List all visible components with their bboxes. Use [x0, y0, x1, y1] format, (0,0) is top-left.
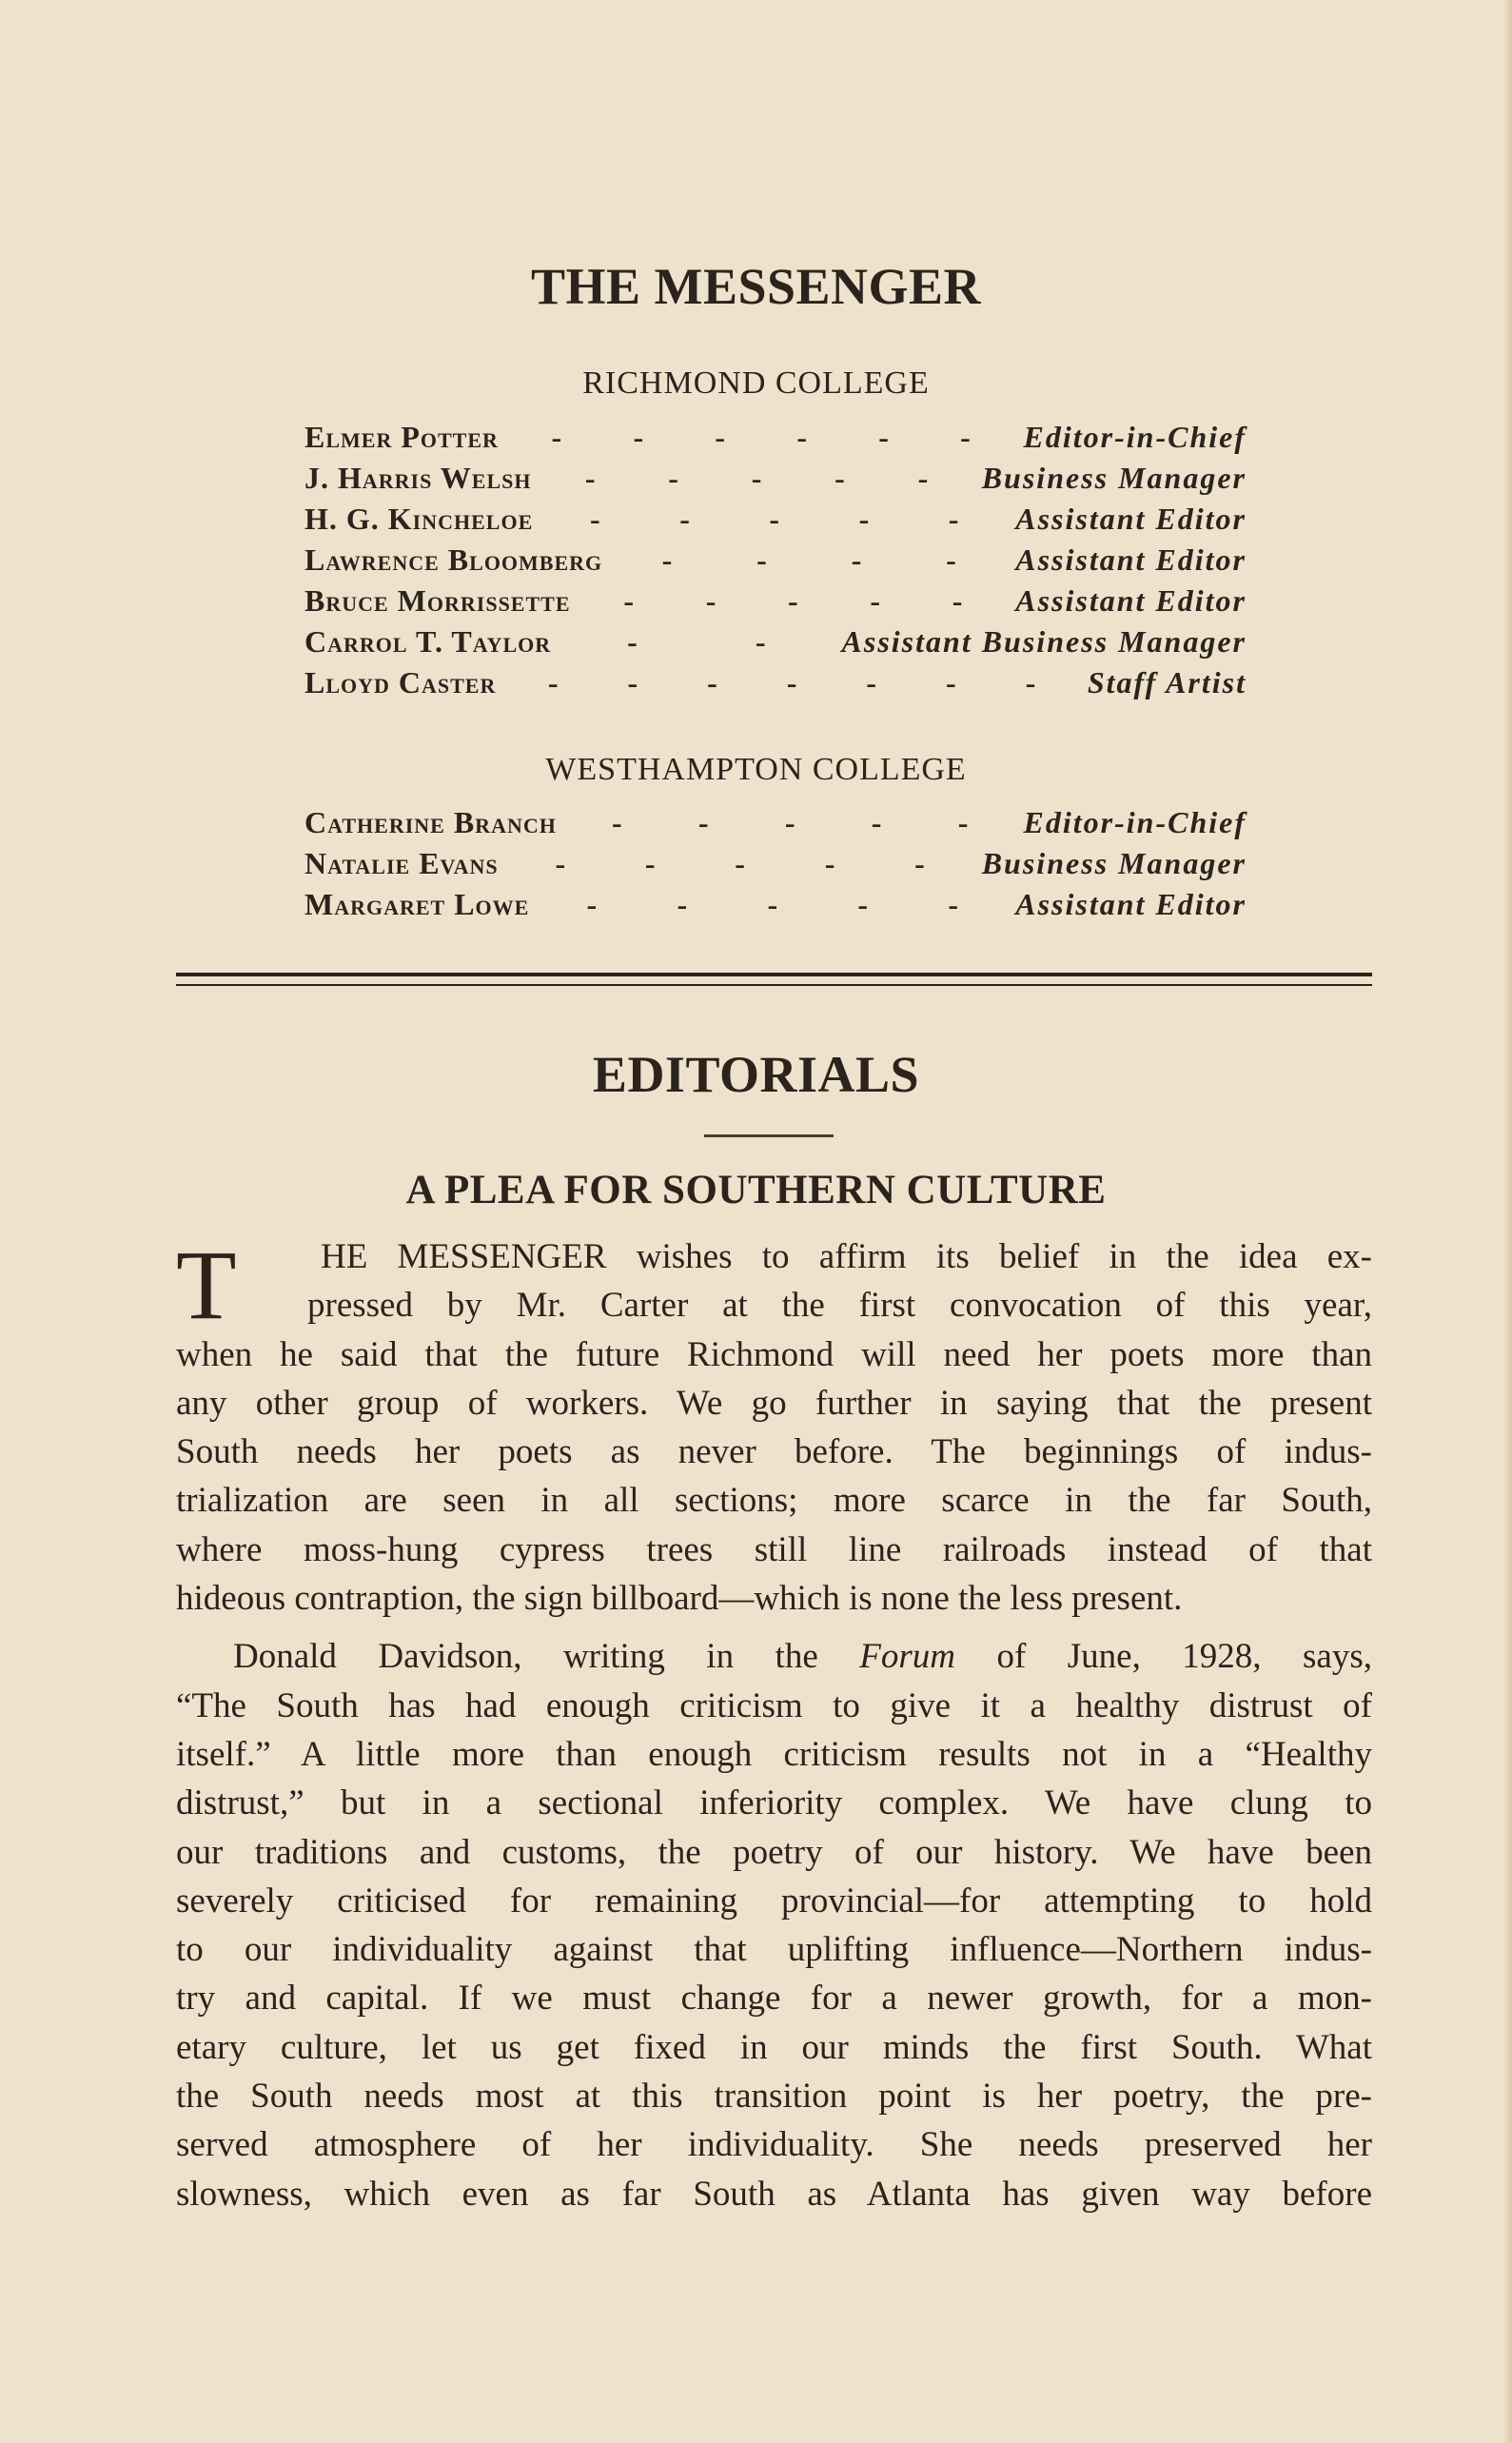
staff-role: Editor-in-Chief: [1023, 805, 1247, 839]
text-line: to our individuality against that uplifting influence—Northern indus-: [176, 1930, 1372, 1970]
staff-name: Lloyd Caster: [304, 665, 497, 699]
staff-row: [304, 499, 1247, 540]
masthead-title: THE MESSENGER: [530, 258, 982, 315]
staff-role: Assistant Editor: [1015, 542, 1247, 577]
dash-leader: - - - - -: [586, 887, 959, 921]
richmond-college-heading: RICHMOND COLLEGE: [582, 365, 930, 401]
staff-row: [304, 458, 1247, 499]
text-line: when he said that the future Richmond will need her poets more than: [176, 1334, 1372, 1374]
staff-role: Assistant Editor: [1015, 887, 1247, 921]
westhampton-college-heading: WESTHAMPTON COLLEGE: [545, 752, 967, 787]
text-line: slowness, which even as far South as Atlanta has given way before: [176, 2174, 1372, 2214]
drop-cap: T: [176, 1231, 237, 1340]
staff-row: [304, 417, 1247, 458]
article-title: A PLEA FOR SOUTHERN CULTURE: [405, 1168, 1107, 1212]
staff-name: H. G. Kincheloe: [304, 502, 534, 536]
staff-name: Margaret Lowe: [304, 887, 530, 921]
staff-role: Assistant Business Manager: [841, 624, 1247, 659]
staff-name: J. Harris Welsh: [304, 461, 532, 495]
text-line: where moss-hung cypress trees still line railroads instead of that: [176, 1529, 1372, 1569]
section-divider-bottom: [176, 984, 1372, 986]
text-line: pressed by Mr. Carter at the first convocation of this year,: [307, 1286, 1372, 1326]
dash-leader: - - - - -: [623, 583, 963, 618]
text-line: trialization are seen in all sections; more scarce in the far South,: [176, 1481, 1372, 1521]
staff-name: Bruce Morrissette: [304, 583, 571, 618]
text-line: any other group of workers. We go further in saying that the present: [176, 1383, 1372, 1423]
section-divider-top: [176, 973, 1372, 976]
westhampton-staff-list: [304, 802, 1247, 925]
staff-row: [304, 802, 1247, 843]
text-line: Donald Davidson, writing in the Forum of June, 1928, says,: [233, 1637, 1372, 1677]
text-line: try and capital. If we must change for a newer growth, for a mon-: [176, 1979, 1372, 2019]
editorials-rule: [704, 1134, 834, 1137]
dash-leader: - - - - -: [611, 805, 969, 839]
staff-row: [304, 884, 1247, 925]
staff-name: Catherine Branch: [304, 805, 557, 839]
staff-role: Assistant Editor: [1015, 502, 1247, 536]
staff-role: Business Manager: [981, 846, 1247, 880]
magazine-title: Forum: [859, 1637, 955, 1677]
dash-leader: - - - - - -: [551, 420, 971, 454]
richmond-staff-list: [304, 417, 1247, 703]
text-line: severely criticised for remaining provincial—for attempting to hold: [176, 1881, 1372, 1921]
staff-row: [304, 581, 1247, 621]
staff-role: Editor-in-Chief: [1023, 420, 1247, 454]
text-line: our traditions and customs, the poetry of our history. We have been: [176, 1832, 1372, 1872]
dash-leader: - - - - -: [555, 846, 925, 880]
text-line: itself.” A little more than enough criticism results not in a “Healthy: [176, 1734, 1372, 1774]
text-line: HE MESSENGER wishes to affirm its belief in the idea ex-: [321, 1237, 1372, 1276]
text-line: etary culture, let us get fixed in our minds the first South. What: [176, 2027, 1372, 2067]
staff-role: Assistant Editor: [1015, 583, 1247, 618]
dash-leader: - - - - -: [590, 502, 959, 536]
text-line: the South needs most at this transition point is her poetry, the pre-: [176, 2077, 1372, 2117]
staff-role: Staff Artist: [1087, 665, 1247, 699]
dash-leader: - - - - - - -: [547, 665, 1036, 699]
staff-name: Elmer Potter: [304, 420, 499, 454]
dash-leader: - -: [627, 624, 766, 659]
staff-row: [304, 621, 1247, 662]
article-body: [176, 1232, 1372, 2218]
dash-leader: - - - -: [661, 542, 956, 577]
text-line: served atmosphere of her individuality. She needs preserved her: [176, 2125, 1372, 2165]
staff-name: Carrol T. Taylor: [304, 624, 552, 659]
editorials-title: EDITORIALS: [592, 1046, 920, 1103]
text-line: distrust,” but in a sectional inferiority complex. We have clung to: [176, 1783, 1372, 1823]
dash-leader: - - - - -: [584, 461, 929, 495]
staff-name: Lawrence Bloomberg: [304, 542, 603, 577]
staff-name: Natalie Evans: [304, 846, 499, 880]
text-line: hideous contraption, the sign billboard—which is none the less present.: [176, 1579, 1183, 1619]
staff-row: [304, 540, 1247, 581]
staff-row: [304, 843, 1247, 884]
staff-row: [304, 662, 1247, 703]
staff-role: Business Manager: [981, 461, 1247, 495]
text-line: “The South has had enough criticism to give it a healthy distrust of: [176, 1685, 1372, 1725]
text-line: South needs her poets as never before. The beginnings of indus-: [176, 1432, 1372, 1472]
